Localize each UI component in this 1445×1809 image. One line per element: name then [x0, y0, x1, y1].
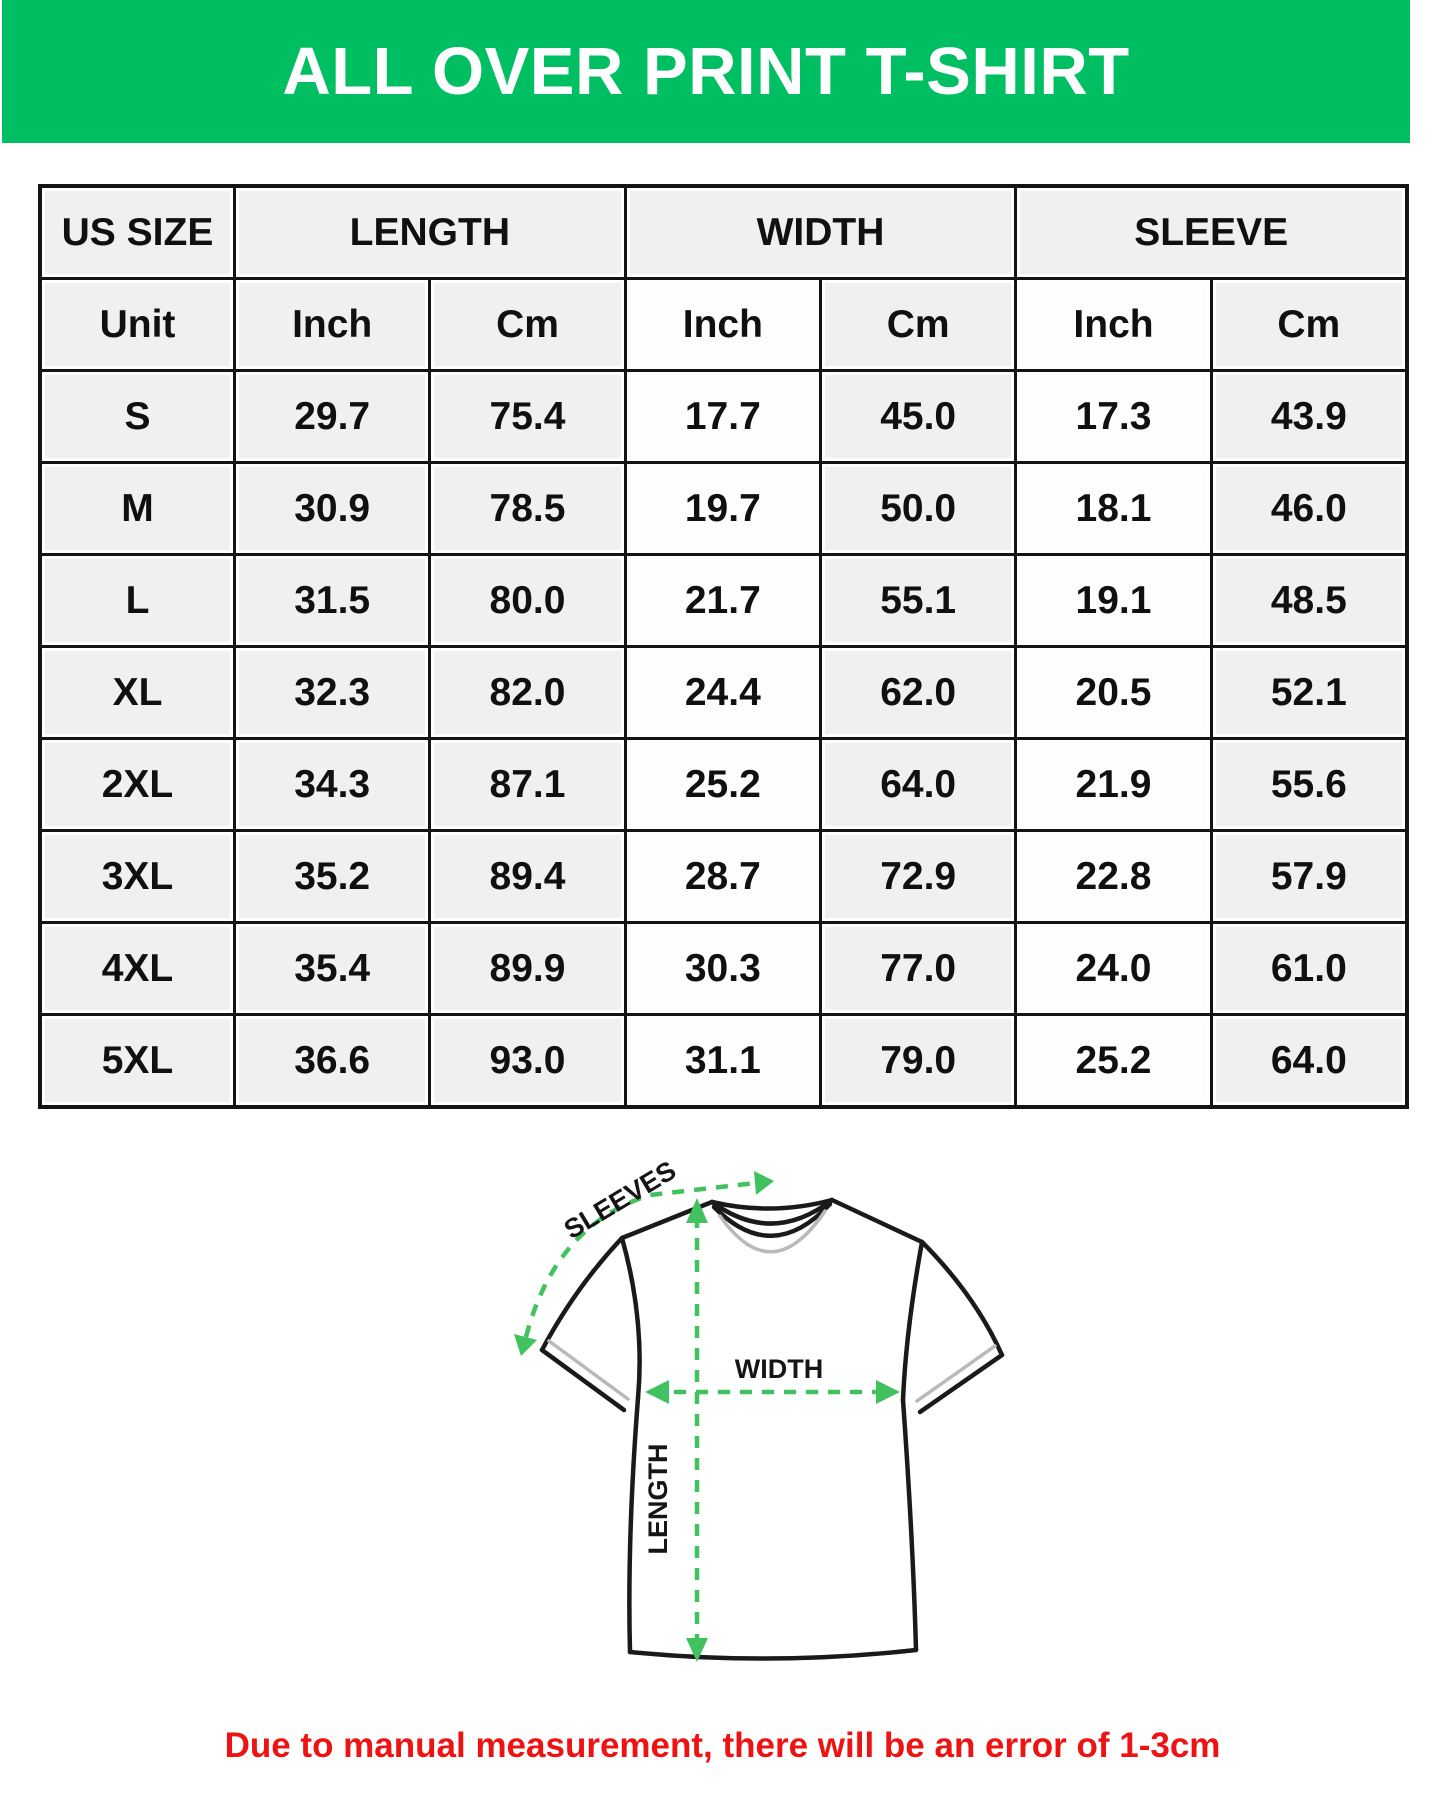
- unit-width-cm: Cm: [822, 280, 1014, 369]
- value-cell: 19.7: [627, 464, 819, 553]
- value-cell: 50.0: [822, 464, 1014, 553]
- value-cell: 21.9: [1017, 740, 1209, 829]
- value-cell: 46.0: [1213, 464, 1405, 553]
- value-cell: 75.4: [431, 372, 623, 461]
- value-cell: 72.9: [822, 832, 1014, 921]
- value-cell: 62.0: [822, 648, 1014, 737]
- size-label: XL: [42, 648, 233, 737]
- col-header-sleeve: SLEEVE: [1017, 188, 1405, 277]
- value-cell: 87.1: [431, 740, 623, 829]
- value-cell: 17.7: [627, 372, 819, 461]
- value-cell: 45.0: [822, 372, 1014, 461]
- tshirt-outline: [542, 1200, 1002, 1659]
- value-cell: 89.9: [431, 924, 623, 1013]
- value-cell: 19.1: [1017, 556, 1209, 645]
- value-cell: 93.0: [431, 1016, 623, 1105]
- unit-width-inch: Inch: [627, 280, 819, 369]
- col-header-us-size: US SIZE: [42, 188, 233, 277]
- value-cell: 35.2: [236, 832, 428, 921]
- value-cell: 35.4: [236, 924, 428, 1013]
- value-cell: 43.9: [1213, 372, 1405, 461]
- value-cell: 25.2: [627, 740, 819, 829]
- sleeves-label: SLEEVES: [558, 1155, 682, 1245]
- value-cell: 77.0: [822, 924, 1014, 1013]
- size-label: 4XL: [42, 924, 233, 1013]
- value-cell: 55.6: [1213, 740, 1405, 829]
- unit-length-inch: Inch: [236, 280, 428, 369]
- width-label: WIDTH: [734, 1354, 824, 1384]
- width-arrowhead-left: [645, 1380, 669, 1404]
- value-cell: 64.0: [1213, 1016, 1405, 1105]
- tshirt-diagram: [400, 1120, 1060, 1700]
- value-cell: 52.1: [1213, 648, 1405, 737]
- value-cell: 21.7: [627, 556, 819, 645]
- size-label: 2XL: [42, 740, 233, 829]
- size-label: 5XL: [42, 1016, 233, 1105]
- unit-sleeve-cm: Cm: [1213, 280, 1405, 369]
- value-cell: 25.2: [1017, 1016, 1209, 1105]
- value-cell: 24.4: [627, 648, 819, 737]
- measurement-arrows: [526, 1183, 893, 1642]
- width-arrowhead-right: [876, 1380, 900, 1404]
- value-cell: 36.6: [236, 1016, 428, 1105]
- col-header-width: WIDTH: [627, 188, 1015, 277]
- size-chart-table: [38, 184, 1409, 1109]
- value-cell: 32.3: [236, 648, 428, 737]
- size-label: M: [42, 464, 233, 553]
- page-title: ALL OVER PRINT T-SHIRT: [282, 34, 1130, 109]
- value-cell: 61.0: [1213, 924, 1405, 1013]
- value-cell: 78.5: [431, 464, 623, 553]
- unit-label: Unit: [42, 280, 233, 369]
- value-cell: 80.0: [431, 556, 623, 645]
- size-label: L: [42, 556, 233, 645]
- sleeves-arrowhead-bottom: [514, 1334, 537, 1356]
- value-cell: 57.9: [1213, 832, 1405, 921]
- value-cell: 18.1: [1017, 464, 1209, 553]
- value-cell: 24.0: [1017, 924, 1209, 1013]
- measurement-disclaimer: Due to manual measurement, there will be an error of 1-3cm: [224, 1726, 1221, 1765]
- value-cell: 28.7: [627, 832, 819, 921]
- value-cell: 31.5: [236, 556, 428, 645]
- unit-sleeve-inch: Inch: [1017, 280, 1209, 369]
- col-header-length: LENGTH: [236, 188, 624, 277]
- value-cell: 22.8: [1017, 832, 1209, 921]
- value-cell: 55.1: [822, 556, 1014, 645]
- sleeves-arrowhead-top: [754, 1171, 774, 1195]
- value-cell: 31.1: [627, 1016, 819, 1105]
- length-label: LENGTH: [643, 1443, 673, 1555]
- value-cell: 34.3: [236, 740, 428, 829]
- value-cell: 48.5: [1213, 556, 1405, 645]
- size-label: S: [42, 372, 233, 461]
- size-label: 3XL: [42, 832, 233, 921]
- value-cell: 20.5: [1017, 648, 1209, 737]
- value-cell: 82.0: [431, 648, 623, 737]
- arrowheads: [514, 1171, 900, 1662]
- value-cell: 29.7: [236, 372, 428, 461]
- unit-length-cm: Cm: [431, 280, 623, 369]
- value-cell: 30.9: [236, 464, 428, 553]
- value-cell: 79.0: [822, 1016, 1014, 1105]
- value-cell: 17.3: [1017, 372, 1209, 461]
- value-cell: 30.3: [627, 924, 819, 1013]
- title-banner: [2, 0, 1410, 143]
- value-cell: 64.0: [822, 740, 1014, 829]
- value-cell: 89.4: [431, 832, 623, 921]
